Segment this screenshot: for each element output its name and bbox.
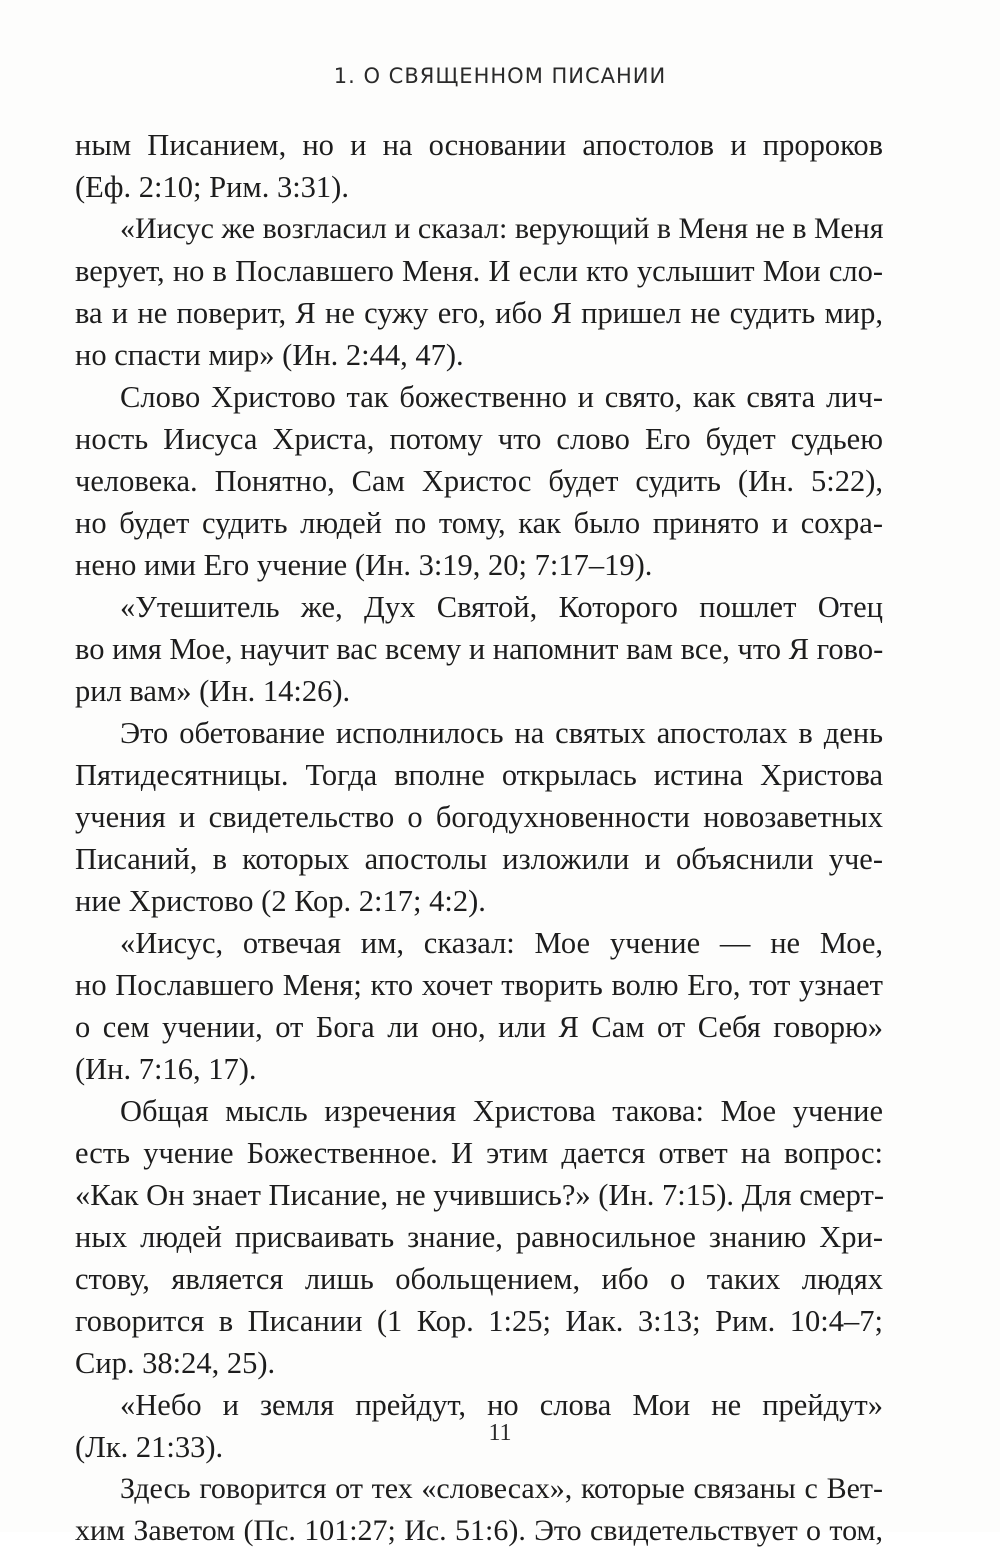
text-line: во имя Мое, научит вас всему и напомнит вам все, что Я гово- xyxy=(75,632,884,666)
text-line: «Иисус, отвечая им, сказал: Мое учение — не Мое, xyxy=(120,926,883,960)
page-number: 11 xyxy=(488,1420,512,1446)
text-line: (Еф. 2:10; Рим. 3:31). xyxy=(75,170,349,204)
running-header: 1. О СВЯЩЕННОМ ПИСАНИИ xyxy=(333,64,667,88)
text-line: Пятидесятницы. Тогда вполне открылась истина Христова xyxy=(75,758,883,792)
text-line: ние Христово (2 Кор. 2:17; 4:2). xyxy=(75,884,486,918)
text-line: «Утешитель же, Дух Святой, Которого пошлет Отец xyxy=(120,590,883,624)
text-line: стову, является лишь обольщением, ибо о таких людях xyxy=(75,1262,883,1296)
text-line: но Пославшего Меня; кто хочет творить волю Его, тот узнает xyxy=(75,968,883,1002)
text-line: Здесь говорится от тех «словесах», которые связаны с Вет- xyxy=(120,1472,883,1505)
text-line: но спасти мир» (Ин. 2:44, 47). xyxy=(75,338,464,372)
body-text xyxy=(75,124,883,1552)
text-line: Общая мысль изречения Христова такова: Мое учение xyxy=(120,1094,883,1128)
text-line: ность Иисуса Христа, потому что слово Его будет судьею xyxy=(75,422,883,456)
text-line: говорится в Писании (1 Кор. 1:25; Иак. 3:13; Рим. 10:4–7; xyxy=(75,1304,883,1338)
text-line: (Ин. 7:16, 17). xyxy=(75,1052,257,1086)
text-line: ва и не поверит, Я не сужу его, ибо Я пришел не судить мир, xyxy=(75,296,883,330)
text-line: ным Писанием, но и на основании апостолов и пророков xyxy=(75,128,883,162)
text-line: человека. Понятно, Сам Христос будет судить (Ин. 5:22), xyxy=(75,464,883,498)
text-line: верует, но в Пославшего Меня. И если кто услышит Мои сло- xyxy=(75,254,883,288)
text-line: Сир. 38:24, 25). xyxy=(75,1346,276,1380)
text-line: «Небо и земля прейдут, но слова Мои не прейдут» xyxy=(120,1388,883,1422)
text-line: о сем учении, от Бога ли оно, или Я Сам от Себя говорю» xyxy=(75,1010,883,1044)
text-line: «Как Он знает Писание, не учившись?» (Ин. 7:15). Для смерт- xyxy=(75,1178,885,1212)
text-line: «Иисус же возгласил и сказал: верующий в Меня не в Меня xyxy=(120,212,884,245)
text-line: Слово Христово так божественно и свято, как свята лич- xyxy=(120,380,883,414)
text-line: учения и свидетельство о богодухновенности новозаветных xyxy=(75,800,883,834)
text-line: рил вам» (Ин. 14:26). xyxy=(75,674,351,708)
text-line: хим Заветом (Пс. 101:27; Ис. 51:6). Это свидетельствует о том, xyxy=(75,1514,883,1547)
text-line: ных людей присваивать знание, равносильное знанию Хри- xyxy=(75,1220,883,1254)
text-line: Писаний, в которых апостолы изложили и объяснили уче- xyxy=(75,842,883,876)
text-line: но будет судить людей по тому, как было принято и сохра- xyxy=(75,506,883,540)
text-line: есть учение Божественное. И этим дается ответ на вопрос: xyxy=(75,1136,883,1170)
text-line: нено ими Его учение (Ин. 3:19, 20; 7:17–19). xyxy=(75,548,653,582)
text-line: (Лк. 21:33). xyxy=(75,1430,224,1464)
text-line: Это обетование исполнилось на святых апостолах в день xyxy=(120,716,883,750)
